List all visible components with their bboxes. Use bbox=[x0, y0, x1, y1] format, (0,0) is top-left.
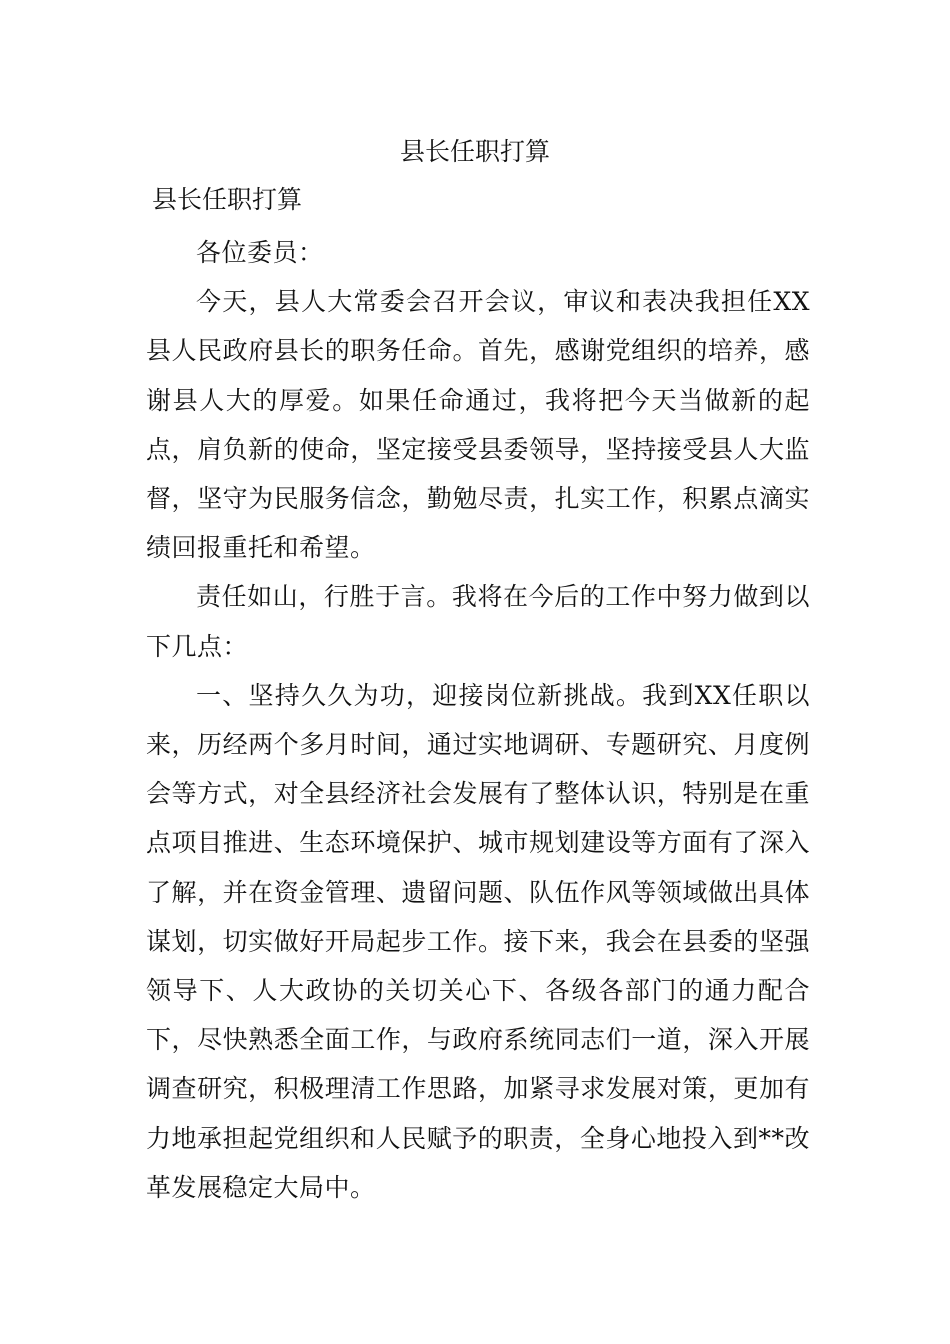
document-subtitle: 县长任职打算 bbox=[152, 185, 303, 214]
salutation-paragraph: 各位委员： bbox=[196, 238, 324, 267]
document-body bbox=[146, 228, 810, 1212]
body-paragraph: 责任如山，行胜于言。我将在今后的工作中努力做到以下几点： bbox=[146, 582, 810, 661]
body-paragraph: 今天，县人大常委会召开会议，审议和表决我担任XX县人民政府县长的职务任命。首先，感谢党组织的培养，感谢县人大的厚爱。如果任命通过，我将把今天当做新的起点，肩负新的使命，坚定接受县委领导，坚持接受县人大监督，坚守为民服务信念，勤勉尽责，扎实工作，积累点滴实绩回报重托和希望。 bbox=[146, 287, 810, 563]
document-title: 县长任职打算 bbox=[399, 137, 550, 166]
body-paragraph: 一、坚持久久为功，迎接岗位新挑战。我到XX任职以来，历经两个多月时间，通过实地调研、专题研究、月度例会等方式，对全县经济社会发展有了整体认识，特别是在重点项目推进、生态环境保护、城市规划建设等方面有了深入了解，并在资金管理、遗留问题、队伍作风等领域做出具体谋划，切实做好开局起步工作。接下来，我会在县委的坚强领导下、人大政协的关切关心下、各级各部门的通力配合下，尽快熟悉全面工作，与政府系统同志们一道，深入开展调查研究，积极理清工作思路，加紧寻求发展对策，更加有力地承担起党组织和人民赋予的职责，全身心地投入到**改革发展稳定大局中。 bbox=[146, 680, 810, 1202]
